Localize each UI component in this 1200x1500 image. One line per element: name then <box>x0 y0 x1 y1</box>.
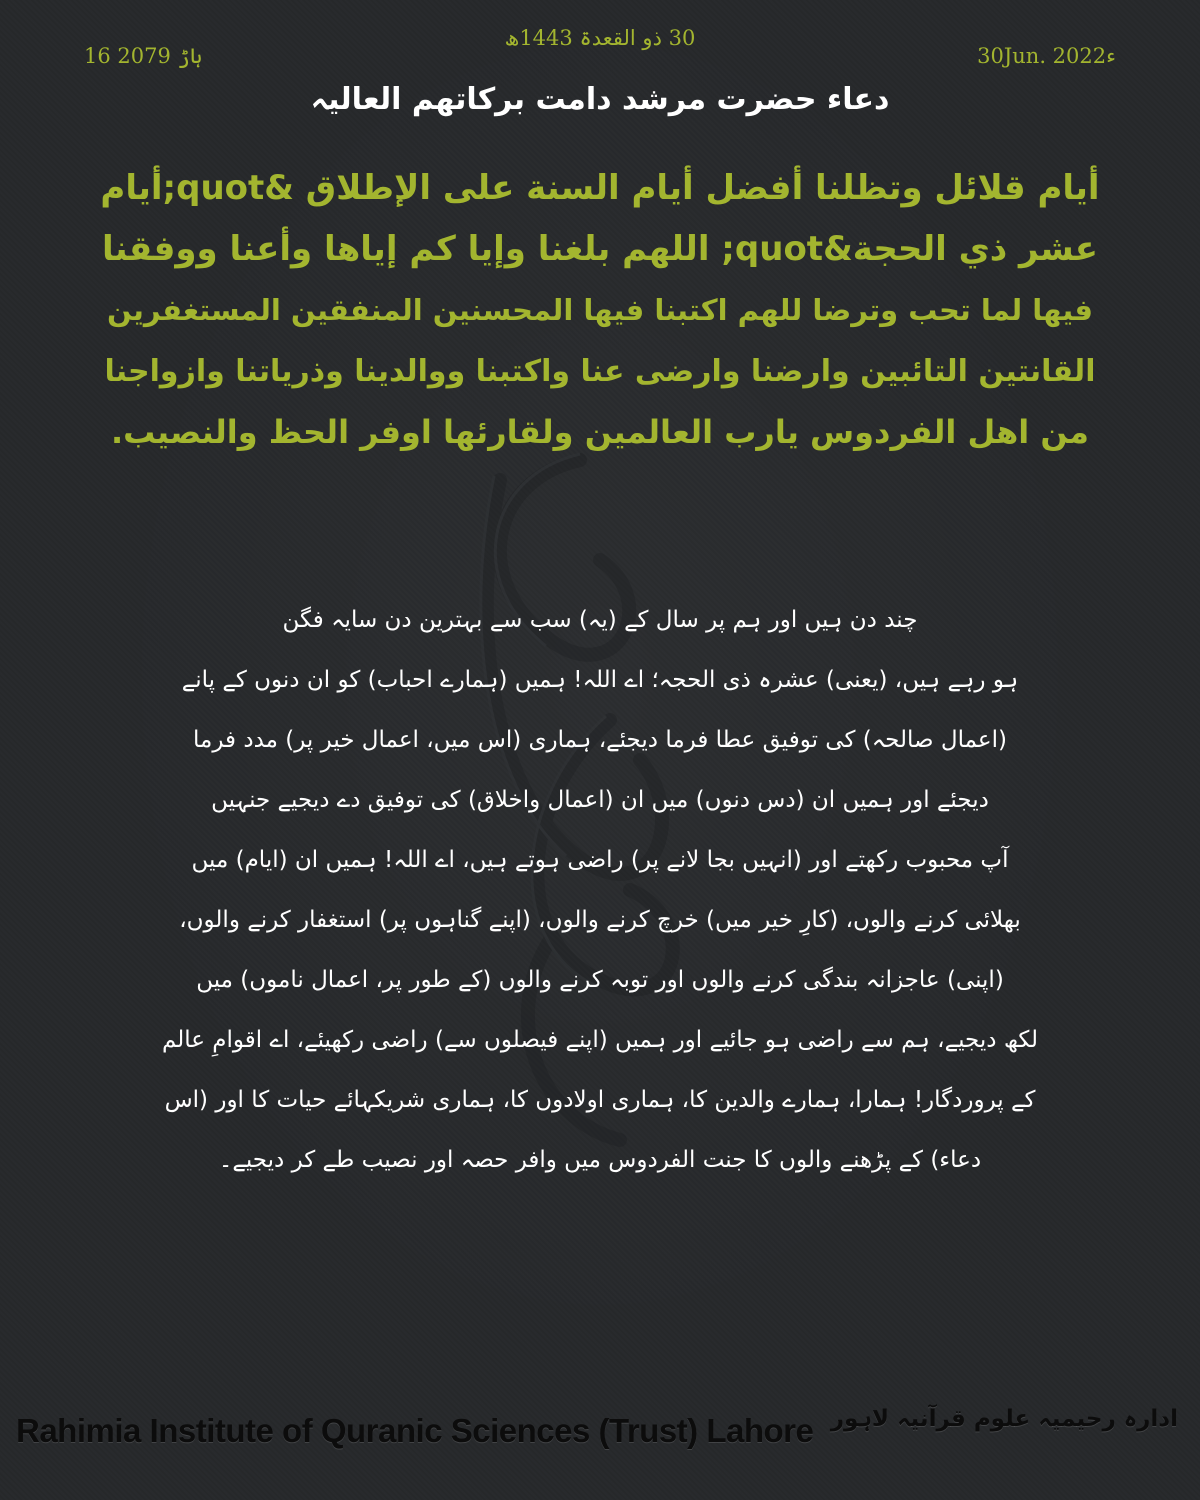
urdu-translation-line: دعاء) کے پڑھنے والوں کا جنت الفردوس میں وافر حصہ اور نصیب طے کر دیجیے۔ <box>218 1147 982 1173</box>
institute-name-urdu-logo: ادارہ رحیمیہ علوم قرآنیہ لاہور <box>830 1406 1178 1432</box>
urdu-translation <box>80 590 1120 1190</box>
gregorian-date: 30Jun. 2022ء <box>977 44 1116 68</box>
hijri-date: 30 ذو القعدۃ 1443ھ <box>504 26 696 50</box>
arabic-dua-line: فيها لما تحب وترضا للهم اكتبنا فيها المحسنين المنفقين المستغفرين <box>106 293 1094 327</box>
urdu-translation-line: چند دن ہیں اور ہم پر سال کے (یہ) سب سے بہترین دن سایہ فگن <box>282 607 918 633</box>
urdu-translation-line: کے پروردگار! ہمارا، ہمارے والدین کا، ہماری اولادوں کا، ہماری شریکہائے حیات کا اور (اس <box>164 1087 1036 1113</box>
footer-banner <box>0 1406 1200 1476</box>
page-title: دعاء حضرت مرشد دامت برکاتھم العالیہ <box>310 82 890 117</box>
urdu-translation-line: بھلائی کرنے والوں، (کارِ خیر میں) خرچ کرنے والوں، (اپنے گناہوں پر) استغفار کرنے والوں، <box>179 907 1021 933</box>
arabic-dua <box>100 158 1100 463</box>
urdu-translation-line: ہو رہے ہیں، (یعنی) عشرہ ذی الحجہ؛ اے اللہ! ہمیں (ہمارے احباب) کو ان دنوں کے پانے <box>181 667 1019 693</box>
arabic-dua-line: عشر ذي الحجة&quot; اللهم بلغنا وإيا كم إياها وأعنا ووفقنا <box>101 229 1099 269</box>
institute-name-english: Rahimia Institute of Quranic Sciences (Trust) Lahore <box>16 1412 814 1449</box>
arabic-dua-line: القانتين التائبين وارضنا وارضى عنا واكتبنا ووالدينا وذرياتنا وازواجنا <box>104 354 1096 389</box>
desi-date: 16 ہاڑ 2079 <box>84 44 203 68</box>
urdu-translation-line: آپ محبوب رکھتے اور (انہیں بجا لانے پر) راضی ہوتے ہیں، اے اللہ! ہمیں ان (ایام) میں <box>191 847 1009 873</box>
urdu-translation-line: لکھ دیجیے، ہم سے راضی ہو جائیے اور ہمیں (اپنے فیصلوں سے) راضی رکھیئے، اے اقوامِ عالم <box>161 1027 1039 1053</box>
urdu-translation-line: (اعمال صالحہ) کی توفیق عطا فرما دیجئے، ہماری (اس میں، اعمال خیر پر) مدد فرما <box>193 727 1007 753</box>
arabic-dua-line: أيام قلائل وتظلنا أفضل أيام السنة على الإطلاق &quot;أيام <box>100 168 1100 208</box>
arabic-dua-line: من اهل الفردوس يارب العالمين ولقارئها اوفر الحظ والنصيب. <box>111 413 1089 451</box>
urdu-translation-line: دیجئے اور ہمیں ان (دس دنوں) میں ان (اعمال واخلاق) کی توفیق دے دیجیے جنہیں <box>211 787 989 813</box>
urdu-translation-line: (اپنی) عاجزانہ بندگی کرنے والوں اور توبہ کرنے والوں (کے طور پر، اعمال ناموں) میں <box>196 967 1004 993</box>
